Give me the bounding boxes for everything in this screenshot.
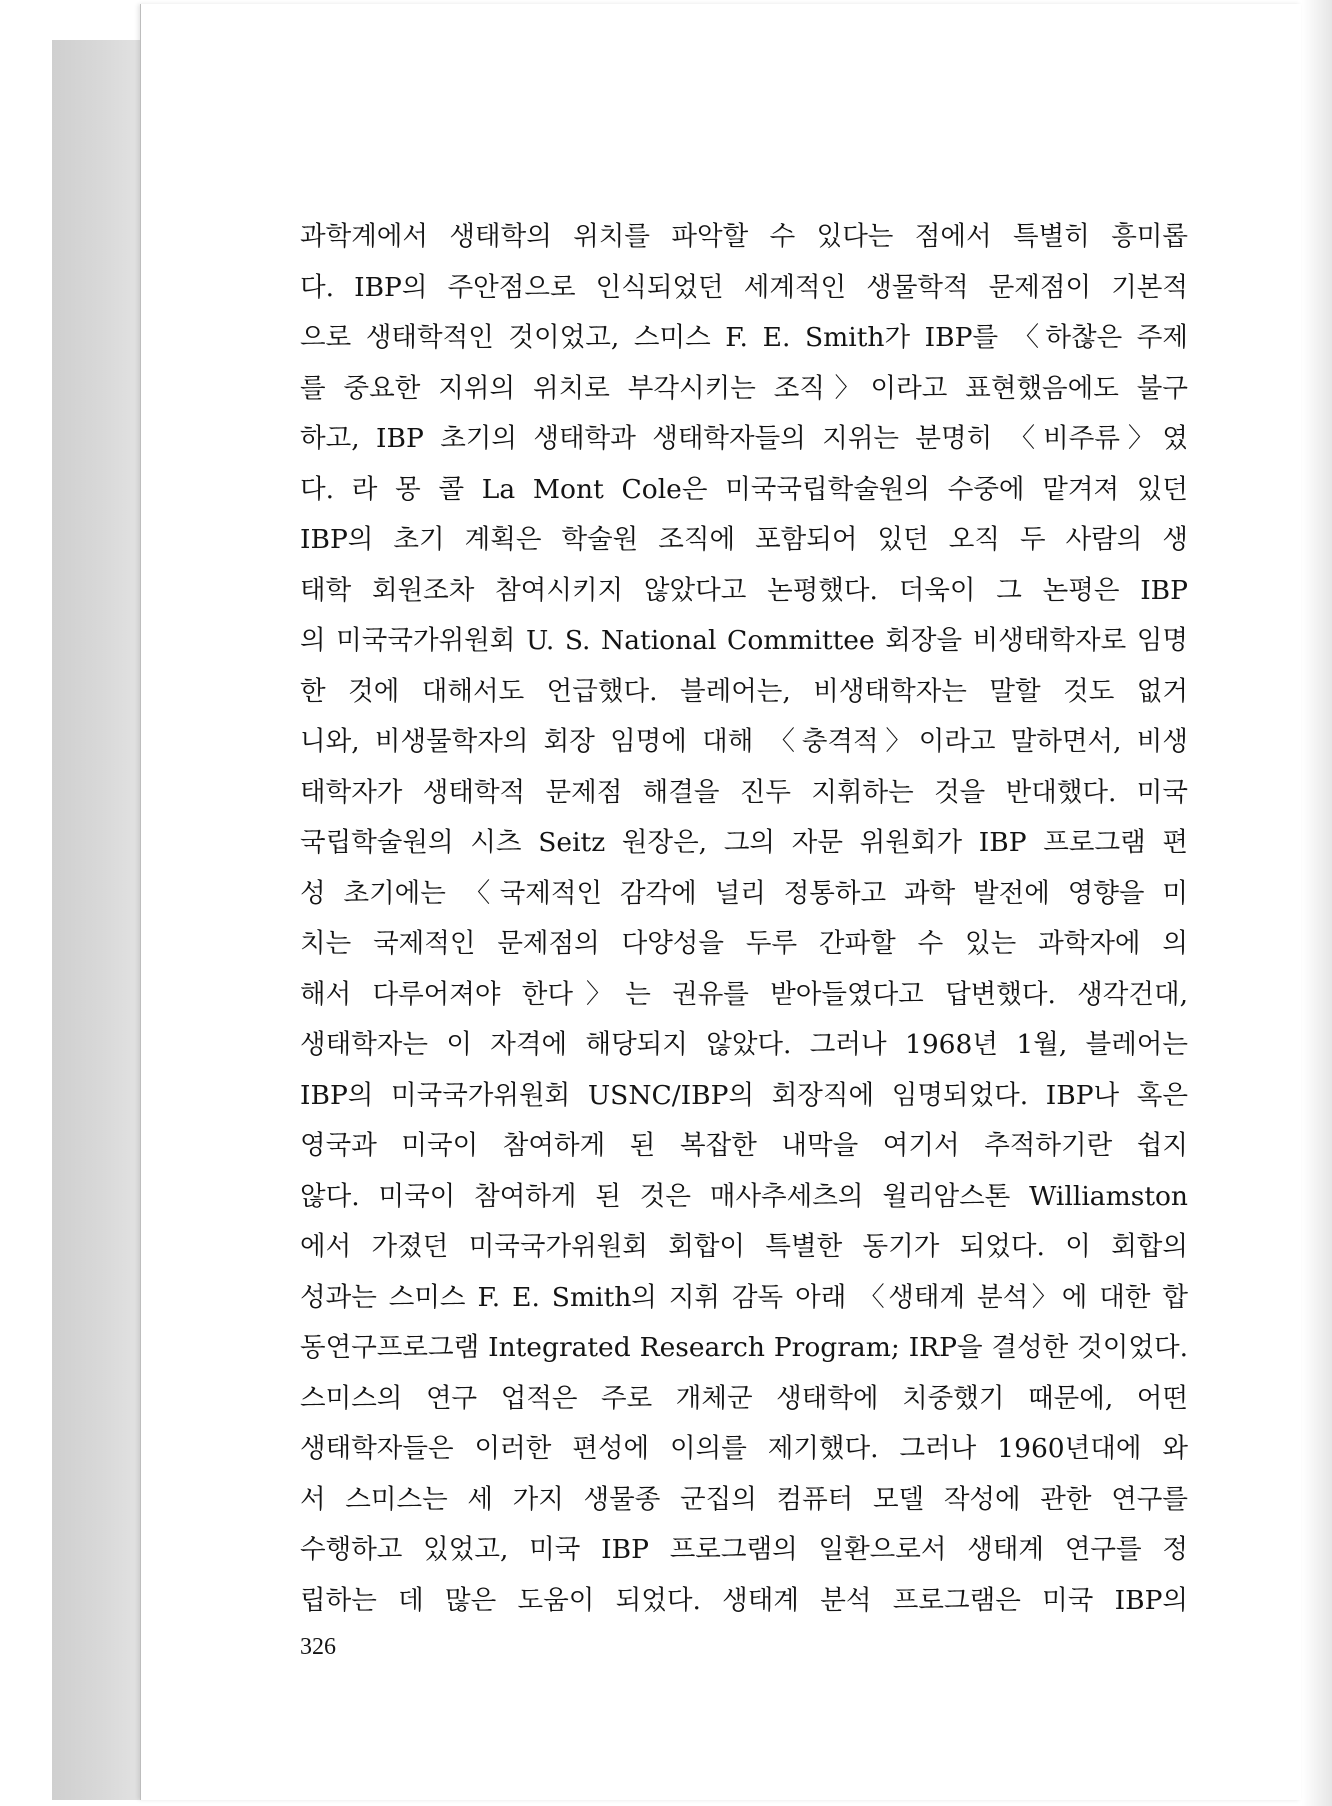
- text-line: 스미스의 연구 업적은 주로 개체군 생태학에 치중했기 때문에, 어떤: [300, 1382, 1188, 1414]
- text-line: 다. 라 몽 콜 La Mont Cole은 미국국립학술원의 수중에 맡겨져 있던: [300, 473, 1188, 505]
- text-line: 생태학자들은 이러한 편성에 이의를 제기했다. 그러나 1960년대에 와: [300, 1433, 1188, 1464]
- text-line: 니와, 비생물학자의 회장 임명에 대해 〈충격적〉이라고 말하면서, 비생: [300, 726, 1188, 757]
- binding-shadow: [1302, 0, 1332, 1806]
- page-number: 326: [300, 1634, 336, 1660]
- text-line: 국립학술원의 시츠 Seitz 원장은, 그의 자문 위원회가 IBP 프로그램 편: [300, 827, 1188, 858]
- text-line: 를 중요한 지위의 위치로 부각시키는 조직〉이라고 표현했음에도 불구: [300, 372, 1188, 404]
- text-line: 의 미국국가위원회 U. S. National Committee 회장을 비생태학자로 임명: [300, 625, 1188, 656]
- text-line: 다. IBP의 주안점으로 인식되었던 세계적인 생물학적 문제점이 기본적: [300, 271, 1188, 303]
- text-line: 치는 국제적인 문제점의 다양성을 두루 간파할 수 있는 과학자에 의: [300, 928, 1188, 959]
- text-line: 성 초기에는 〈국제적인 감각에 널리 정통하고 과학 발전에 영향을 미: [300, 877, 1188, 909]
- text-line: 생태학자는 이 자격에 해당되지 않았다. 그러나 1968년 1월, 블레어는: [300, 1029, 1188, 1060]
- text-line: 태학자가 생태학적 문제점 해결을 진두 지휘하는 것을 반대했다. 미국: [300, 776, 1188, 808]
- text-line: 과학계에서 생태학의 위치를 파악할 수 있다는 점에서 특별히 흥미롭: [300, 221, 1188, 252]
- text-line: 에서 가졌던 미국국가위원회 회합이 특별한 동기가 되었다. 이 회합의: [300, 1231, 1188, 1262]
- text-line: 서 스미스는 세 가지 생물종 군집의 컴퓨터 모델 작성에 관한 연구를: [300, 1483, 1188, 1515]
- text-line: IBP의 미국국가위원회 USNC/IBP의 회장직에 임명되었다. IBP나 혹은: [300, 1079, 1188, 1111]
- body-text: [300, 212, 1188, 1626]
- text-line: 성과는 스미스 F. E. Smith의 지휘 감독 아래 〈생태계 분석〉에 대한 합: [300, 1281, 1188, 1313]
- text-line: 한 것에 대해서도 언급했다. 블레어는, 비생태학자는 말할 것도 없거: [300, 675, 1188, 707]
- text-line: 으로 생태학적인 것이었고, 스미스 F. E. Smith가 IBP를 〈하찮은 주제: [300, 322, 1188, 353]
- text-line: 동연구프로그램 Integrated Research Program; IRP을 결성한 것이었다.: [300, 1332, 1188, 1363]
- text-line: 해서 다루어져야 한다〉는 권유를 받아들였다고 답변했다. 생각건대,: [300, 978, 1188, 1010]
- text-line: 립하는 데 많은 도움이 되었다. 생태계 분석 프로그램은 미국 IBP의: [300, 1584, 1188, 1616]
- text-line: 않다. 미국이 참여하게 된 것은 매사추세츠의 윌리암스톤 Williamston: [300, 1180, 1188, 1212]
- book-page-edge: [52, 40, 140, 1800]
- text-line: IBP의 초기 계획은 학술원 조직에 포함되어 있던 오직 두 사람의 생: [300, 524, 1188, 555]
- text-line: 태학 회원조차 참여시키지 않았다고 논평했다. 더욱이 그 논평은 IBP: [300, 574, 1188, 606]
- text-line: 하고, IBP 초기의 생태학과 생태학자들의 지위는 분명히 〈비주류〉였: [300, 423, 1188, 454]
- text-line: 영국과 미국이 참여하게 된 복잡한 내막을 여기서 추적하기란 쉽지: [300, 1130, 1188, 1161]
- text-line: 수행하고 있었고, 미국 IBP 프로그램의 일환으로서 생태계 연구를 정: [300, 1534, 1188, 1565]
